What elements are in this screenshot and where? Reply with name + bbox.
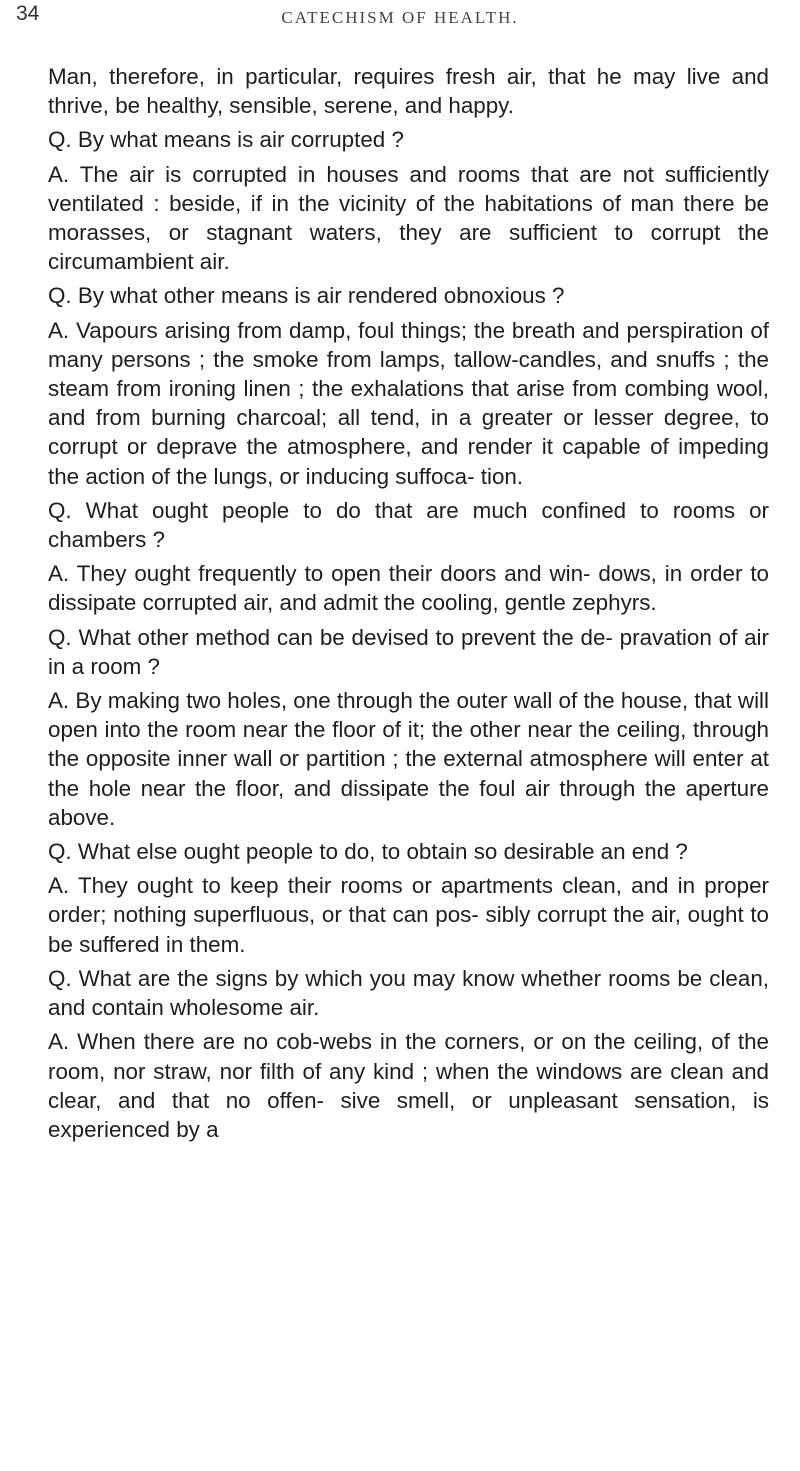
question-4: Q. What other method can be devised to prevent the de- pravation of air in a room ? [48, 624, 769, 679]
question-6: Q. What are the signs by which you may know whether rooms be clean, and contain wholesome air. [48, 965, 769, 1021]
question-2: Q. By what other means is air rendered obnoxious ? [48, 283, 565, 309]
answer-4: A. By making two holes, one through the outer wall of the house, that will open into the room near the floor of it; the other near the ceiling, through the opposite inner wall or partition ; the external atmosphere will enter at the hole near the floor, and dissipate the foul air through the aperture above. [48, 688, 769, 830]
answer-2: A. Vapours arising from damp, foul things; the breath and perspiration of many persons ; the smoke from lamps, tallow-candles, and snuffs ; the steam from ironing linen ; the exhalations that arise from combing wool, and from burning charcoal; all tend, in a greater or lesser degree, to corrupt or deprave the atmosphere, and render it capable of impeding the action of the lungs, or inducing suffoca- tion. [48, 317, 769, 489]
question-3: Q. What ought people to do that are much confined to rooms or chambers ? [48, 497, 769, 553]
question-5: Q. What else ought people to do, to obtain so desirable an end ? [48, 839, 688, 865]
answer-5: A. They ought to keep their rooms or apartments clean, and in proper order; nothing superfluous, or that can pos- sibly corrupt the air, ought to be suffered in them. [48, 873, 769, 957]
running-head: CATECHISM OF HEALTH. [281, 8, 519, 27]
paragraph-intro: Man, therefore, in particular, requires fresh air, that he may live and thrive, be healthy, sensible, serene, and happy. [48, 64, 769, 119]
answer-1: A. The air is corrupted in houses and rooms that are not sufficiently ventilated : beside, if in the vicinity of the habitations of man there be morasses, or stagnant waters, they are sufficient to corrupt the circumambient air. [48, 161, 769, 275]
page-number: 34 [16, 2, 40, 25]
answer-6: A. When there are no cob-webs in the corners, or on the ceiling, of the room, nor straw, nor filth of any kind ; when the windows are clean and clear, and that no offen- sive smell, or unpleasant sensation, is experienced by a [48, 1029, 769, 1142]
answer-3: A. They ought frequently to open their doors and win- dows, in order to dissipate corrupted air, and admit the cooling, gentle zephyrs. [48, 561, 769, 616]
body-text [48, 62, 769, 1149]
question-1: Q. By what means is air corrupted ? [48, 127, 404, 153]
